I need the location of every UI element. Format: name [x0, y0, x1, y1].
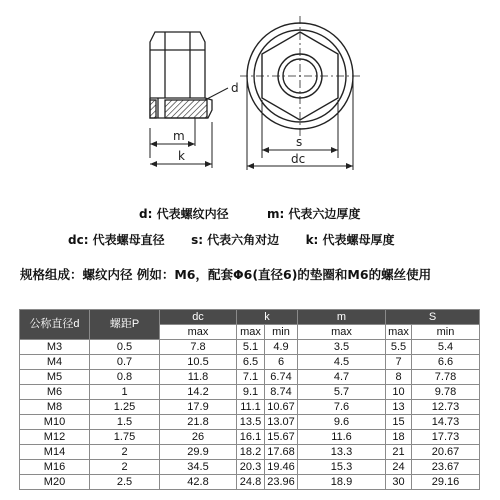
table-cell: 17.68 — [265, 445, 298, 460]
table-cell: 20.3 — [237, 460, 265, 475]
table-cell: 21 — [386, 445, 412, 460]
table-cell: 24.8 — [237, 475, 265, 490]
table-cell: 19.46 — [265, 460, 298, 475]
header-pitch: 螺距P — [90, 310, 160, 340]
table-cell: 2.5 — [90, 475, 160, 490]
header-dc: dc — [160, 310, 237, 325]
table-cell: M4 — [20, 355, 90, 370]
table-row — [20, 340, 480, 355]
legend-s: s: 代表六角对边 — [191, 233, 280, 247]
table-cell: 20.67 — [412, 445, 480, 460]
table-cell: M20 — [20, 475, 90, 490]
table-cell: 0.8 — [90, 370, 160, 385]
table-cell: 3.5 — [298, 340, 386, 355]
label-m: m — [173, 129, 185, 143]
table-cell: M12 — [20, 430, 90, 445]
nut-drawing — [0, 0, 500, 200]
table-cell: 6.74 — [265, 370, 298, 385]
spec-note: 规格组成：螺纹内径 例如：M6，配套Φ6(直径6)的垫圈和M6的螺丝使用 — [20, 267, 432, 282]
subheader-s-max: max — [386, 325, 412, 340]
table-cell: 1.75 — [90, 430, 160, 445]
table-header-row — [20, 310, 480, 325]
table-cell: 10 — [386, 385, 412, 400]
table-cell: 23.96 — [265, 475, 298, 490]
table-cell: 2 — [90, 445, 160, 460]
table-cell: 9.6 — [298, 415, 386, 430]
table-cell: 15.3 — [298, 460, 386, 475]
header-nominal-diameter: 公称直径d — [20, 310, 90, 340]
table-cell: 1.25 — [90, 400, 160, 415]
side-view — [150, 32, 228, 168]
table-cell: 23.67 — [412, 460, 480, 475]
table-cell: 30 — [386, 475, 412, 490]
table-cell: 4.7 — [298, 370, 386, 385]
table-cell: 5.7 — [298, 385, 386, 400]
legend-k: k: 代表螺母厚度 — [305, 233, 395, 247]
table-row — [20, 415, 480, 430]
table-cell: 4.5 — [298, 355, 386, 370]
legend-line-2 — [68, 231, 395, 248]
table-cell: 10.5 — [160, 355, 237, 370]
table-cell: M6 — [20, 385, 90, 400]
table-row — [20, 400, 480, 415]
table-cell: 0.7 — [90, 355, 160, 370]
legend-d: d: 代表螺纹内径 — [139, 207, 229, 221]
table-cell: 13.3 — [298, 445, 386, 460]
table-cell: 12.73 — [412, 400, 480, 415]
header-k: k — [237, 310, 298, 325]
subheader-k-min: min — [265, 325, 298, 340]
table-cell: 5.4 — [412, 340, 480, 355]
table-cell: 42.8 — [160, 475, 237, 490]
table-cell: 11.8 — [160, 370, 237, 385]
table-cell: 2 — [90, 460, 160, 475]
table-cell: 13.07 — [265, 415, 298, 430]
table-cell: 21.8 — [160, 415, 237, 430]
table-cell: 18.9 — [298, 475, 386, 490]
table-cell: M14 — [20, 445, 90, 460]
table-cell: 14.73 — [412, 415, 480, 430]
table-cell: M3 — [20, 340, 90, 355]
table-cell: 14.2 — [160, 385, 237, 400]
table-cell: 9.78 — [412, 385, 480, 400]
table-cell: M8 — [20, 400, 90, 415]
legend-m: m: 代表六边厚度 — [266, 207, 361, 221]
table-row — [20, 385, 480, 400]
table-cell: 34.5 — [160, 460, 237, 475]
spec-table — [19, 309, 480, 490]
table-cell: 16.1 — [237, 430, 265, 445]
table-cell: 11.6 — [298, 430, 386, 445]
table-cell: 4.9 — [265, 340, 298, 355]
subheader-m-max: max — [298, 325, 386, 340]
table-row — [20, 475, 480, 490]
table-cell: 17.9 — [160, 400, 237, 415]
label-s: s — [296, 135, 303, 149]
table-row — [20, 445, 480, 460]
table-cell: 17.73 — [412, 430, 480, 445]
table-cell: 5.1 — [237, 340, 265, 355]
table-cell: 26 — [160, 430, 237, 445]
table-cell: 7.78 — [412, 370, 480, 385]
table-cell: 15.67 — [265, 430, 298, 445]
table-cell: 7.6 — [298, 400, 386, 415]
subheader-k-max: max — [237, 325, 265, 340]
legend-line-1 — [139, 205, 360, 222]
table-cell: 8 — [386, 370, 412, 385]
table-cell: 13.5 — [237, 415, 265, 430]
table-cell: 13 — [386, 400, 412, 415]
label-k: k — [178, 149, 185, 163]
table-cell: 18 — [386, 430, 412, 445]
header-m: m — [298, 310, 386, 325]
table-cell: 18.2 — [237, 445, 265, 460]
table-row — [20, 355, 480, 370]
table-cell: M5 — [20, 370, 90, 385]
table-cell: 24 — [386, 460, 412, 475]
table-cell: M16 — [20, 460, 90, 475]
table-cell: M10 — [20, 415, 90, 430]
table-cell: 6.6 — [412, 355, 480, 370]
table-row — [20, 370, 480, 385]
subheader-s-min: min — [412, 325, 480, 340]
table-cell: 10.67 — [265, 400, 298, 415]
table-cell: 7.8 — [160, 340, 237, 355]
label-d: d — [231, 81, 239, 95]
table-cell: 29.16 — [412, 475, 480, 490]
table-cell: 9.1 — [237, 385, 265, 400]
table-cell: 6.5 — [237, 355, 265, 370]
table-cell: 1 — [90, 385, 160, 400]
table-cell: 29.9 — [160, 445, 237, 460]
table-cell: 1.5 — [90, 415, 160, 430]
table-row — [20, 430, 480, 445]
table-cell: 0.5 — [90, 340, 160, 355]
subheader-dc-max: max — [160, 325, 237, 340]
table-cell: 15 — [386, 415, 412, 430]
table-cell: 7.1 — [237, 370, 265, 385]
table-cell: 7 — [386, 355, 412, 370]
table-cell: 11.1 — [237, 400, 265, 415]
table-cell: 8.74 — [265, 385, 298, 400]
table-cell: 5.5 — [386, 340, 412, 355]
label-dc: dc — [291, 152, 306, 166]
legend-dc: dc: 代表螺母直径 — [68, 233, 165, 247]
header-s: S — [386, 310, 480, 325]
table-cell: 6 — [265, 355, 298, 370]
table-row — [20, 460, 480, 475]
